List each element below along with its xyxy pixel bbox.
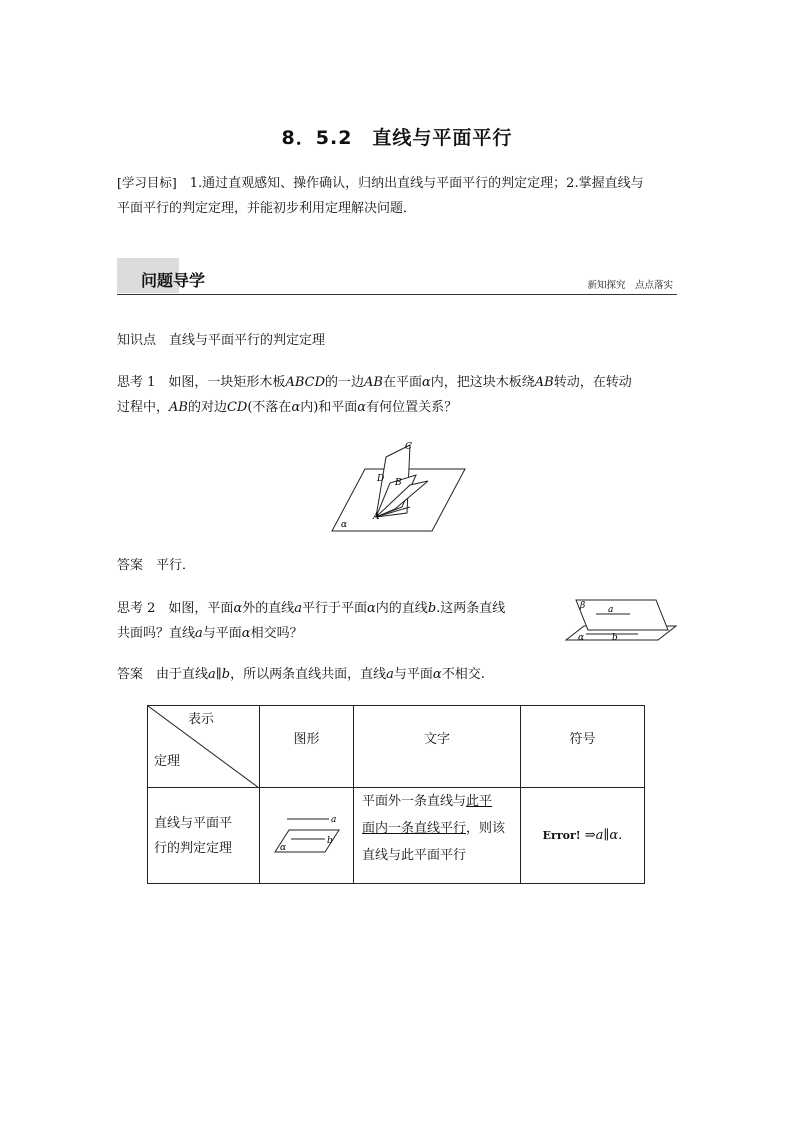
rotating-board-figure: [330, 437, 470, 535]
corner-bottom-label: 定理: [154, 754, 181, 769]
think-1-line-2: [117, 395, 677, 420]
section-header: [117, 258, 677, 295]
think-2-var: a: [195, 626, 203, 641]
think-2-var: a: [294, 601, 302, 616]
think-1-text: 的一边: [325, 375, 365, 390]
theorem-text-line-3: 直线与此平面平行: [362, 848, 467, 863]
think-1-text: 的对边: [187, 400, 227, 415]
theorem-text-line-1: [362, 788, 519, 815]
symbol-implication: ⇒a∥α.: [584, 828, 623, 843]
think-1-var: AB: [169, 400, 188, 415]
think-1-var: AB: [534, 375, 554, 390]
think-2-text: 共面吗？直线: [117, 626, 196, 641]
label-alpha: α: [279, 842, 286, 853]
learning-objective: [117, 170, 677, 221]
answer-2-var: a: [386, 667, 394, 682]
objective-line-2: 平面平行的判定定理，并能初步利用定理解决问题．: [117, 201, 417, 216]
think-2-var: b: [427, 601, 437, 616]
objective-line-1: [117, 170, 677, 196]
theorem-text-cell: [354, 788, 521, 884]
think-1-var: α: [291, 400, 301, 415]
answer-2-label: 答案: [117, 667, 144, 682]
think-2-label: 思考 2: [117, 601, 156, 616]
section-tag-2: 点点落实: [634, 280, 673, 291]
plane-beta-shape: [576, 600, 668, 630]
think-2-text: 与平面: [202, 626, 242, 641]
objective-text-1: 1.通过直观感知、操作确认，归纳出直线与平面平行的判定定理；2.掌握直线与: [189, 176, 644, 191]
answer-1: [117, 553, 677, 578]
theorem-name-cell: [148, 788, 260, 884]
section-title: 问题导学: [141, 271, 206, 290]
think-1-text: 在平面: [382, 375, 422, 390]
label-a: a: [608, 605, 614, 615]
think-2-text: .这两条直线: [436, 601, 506, 616]
theorem-text-underlined: 面内一条直线平行: [362, 821, 467, 836]
theorem-table: [147, 705, 645, 884]
answer-2-text: 与平面: [393, 667, 433, 682]
answer-2: [117, 662, 677, 687]
theorem-text: ，则该: [466, 821, 506, 836]
label-b: b: [612, 633, 618, 642]
think-1-label: 思考 1: [117, 375, 156, 390]
think-2-text: 平行于平面: [302, 601, 368, 616]
theorem-figure: [271, 814, 343, 854]
think-2-line-1: [117, 596, 557, 621]
section-tag-1: 新知探究: [587, 280, 626, 291]
think-2-line-2: [117, 621, 557, 646]
think-1-text: 有何位置关系？: [366, 400, 458, 415]
objective-tag: [学习目标]: [117, 175, 177, 190]
theorem-text: 平面外一条直线与: [362, 794, 467, 809]
answer-2-text: ，所以两条直线共面，直线: [230, 667, 387, 682]
answer-2-var: α: [432, 667, 442, 682]
think-2-var: α: [367, 601, 376, 616]
think-1-var: CD: [226, 400, 248, 415]
think-2-text: 内的直线: [375, 601, 428, 616]
header-symbol: 符号: [521, 706, 645, 788]
answer-2-var: a∥b: [208, 667, 231, 682]
answer-1-label: 答案: [117, 558, 144, 573]
section-tags: [587, 277, 673, 291]
table-header-row: [148, 706, 645, 788]
label-b: b: [326, 835, 333, 846]
label-alpha: α: [341, 520, 348, 530]
theorem-symbol-cell: [521, 788, 645, 884]
parallel-planes-figure: [564, 596, 680, 642]
think-1-text: 转动，在转动: [553, 375, 632, 390]
think-1-text: (不落在: [247, 400, 292, 415]
label-c: C: [405, 442, 412, 452]
symbol-error: Error!: [542, 829, 581, 842]
think-1-text: 内)和平面: [300, 400, 358, 415]
knowledge-label: 知识点: [117, 333, 157, 348]
think-1-var: α: [421, 375, 431, 390]
think-2-var: α: [233, 601, 243, 616]
label-b: B: [395, 478, 402, 488]
table-theorem-row: [148, 788, 645, 884]
theorem-name-line-2: 行的判定定理: [154, 840, 233, 856]
corner-top-label: 表示: [188, 712, 215, 727]
think-2-var: α: [241, 626, 251, 641]
think-2-text: 相交吗？: [250, 626, 303, 641]
knowledge-text: 直线与平面平行的判定定理: [169, 333, 326, 348]
table-corner-cell: [148, 706, 260, 788]
label-a: A: [373, 512, 380, 522]
theorem-figure-cell: [260, 788, 354, 884]
think-1-line-1: [117, 370, 677, 395]
think-2: [117, 596, 557, 646]
header-figure: 图形: [260, 706, 354, 788]
think-2-text: 如图，平面: [168, 601, 234, 616]
answer-1-text: 平行．: [156, 558, 196, 573]
label-beta: β: [580, 601, 586, 611]
knowledge-point: [117, 328, 677, 353]
think-1-text: 如图，一块矩形木板: [168, 375, 286, 390]
think-1-var: AB: [364, 375, 383, 390]
think-1-text: 内，把这块木板绕: [430, 375, 535, 390]
think-2-text: 外的直线: [242, 601, 295, 616]
theorem-name-line-1: 直线与平面平: [154, 815, 233, 831]
theorem-text-underlined: 此平: [466, 794, 493, 809]
label-d: D: [377, 474, 385, 484]
header-text: 文字: [354, 706, 521, 788]
label-alpha: α: [578, 633, 585, 642]
theorem-text-line-2: [362, 815, 519, 842]
think-1-text: 过程中，: [117, 400, 170, 415]
answer-2-text: 由于直线: [156, 667, 209, 682]
think-1-var: ABCD: [285, 375, 325, 390]
think-1: [117, 370, 677, 420]
think-1-var: α: [357, 400, 367, 415]
label-a: a: [330, 814, 336, 825]
page-title: 8．5.2 直线与平面平行: [281, 127, 513, 149]
answer-2-text: 不相交.: [441, 667, 485, 682]
